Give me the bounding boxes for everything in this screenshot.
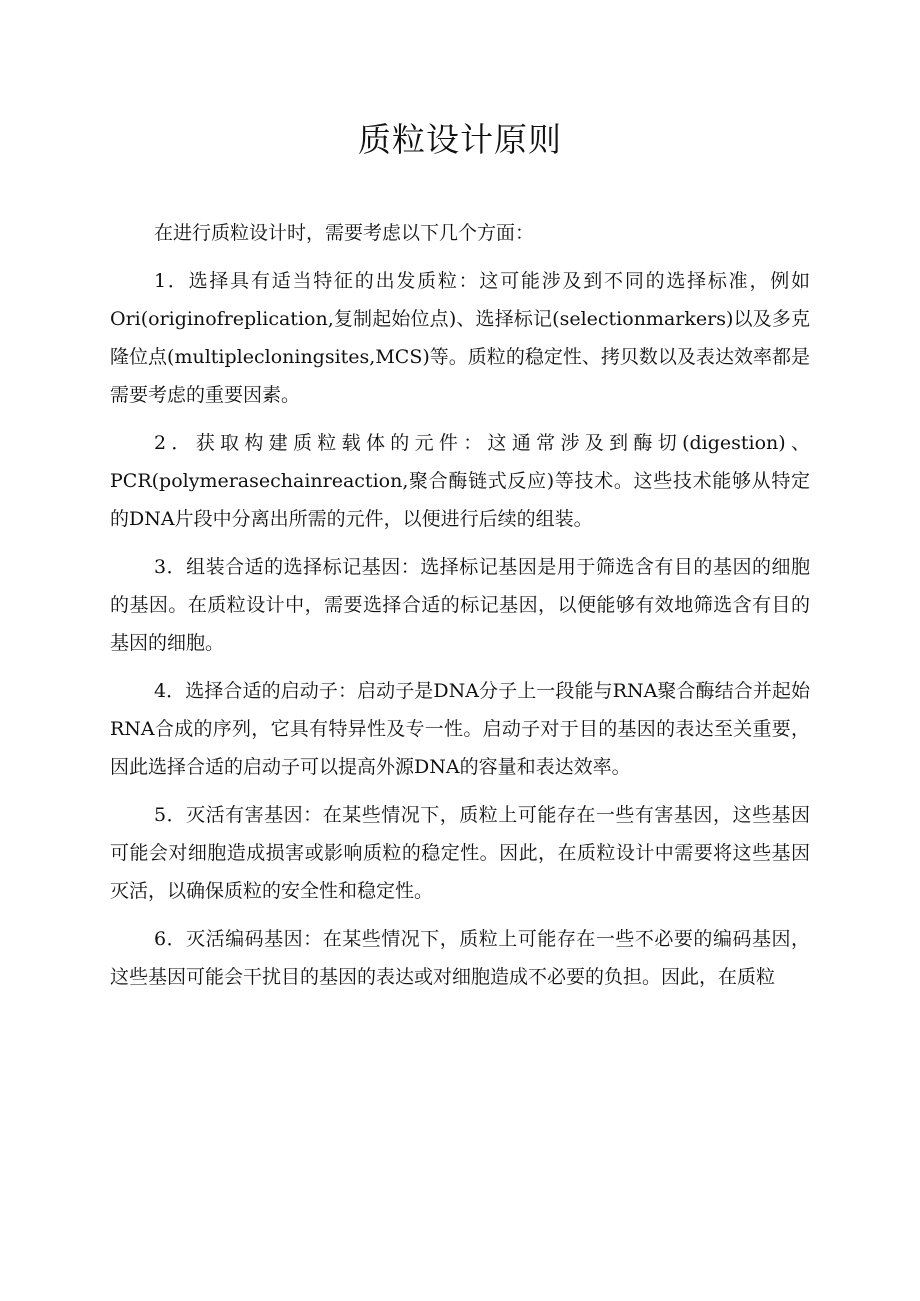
page-title: 质粒设计原则 xyxy=(358,120,562,159)
list-item: 2．获取构建质粒载体的元件：这通常涉及到酶切(digestion)、PCR(polymerasechainreaction,聚合酶链式反应)等技术。这些技术能够从特定的DNA片段中分离出所需的元件，以便进行后续的组装。 xyxy=(110,432,810,530)
document-body xyxy=(110,214,810,1006)
list-item: 5．灭活有害基因：在某些情况下，质粒上可能存在一些有害基因，这些基因可能会对细胞造成损害或影响质粒的稳定性。因此，在质粒设计中需要将这些基因灭活，以确保质粒的安全性和稳定性。 xyxy=(110,804,810,902)
list-item: 4．选择合适的启动子：启动子是DNA分子上一段能与RNA聚合酶结合并起始RNA合成的序列，它具有特异性及专一性。启动子对于目的基因的表达至关重要，因此选择合适的启动子可以提高外源DNA的容量和表达效率。 xyxy=(110,680,810,778)
list-item: 6．灭活编码基因：在某些情况下，质粒上可能存在一些不必要的编码基因，这些基因可能会干扰目的基因的表达或对细胞造成不必要的负担。因此，在质粒 xyxy=(110,928,810,988)
list-item: 3．组装合适的选择标记基因：选择标记基因是用于筛选含有目的基因的细胞的基因。在质粒设计中，需要选择合适的标记基因，以便能够有效地筛选含有目的基因的细胞。 xyxy=(110,556,810,654)
intro-paragraph: 在进行质粒设计时，需要考虑以下几个方面： xyxy=(154,222,535,244)
list-item: 1．选择具有适当特征的出发质粒：这可能涉及到不同的选择标准，例如Ori(originofreplication,复制起始位点)、选择标记(selectionmarkers)以及多克隆位点(multiplecloningsites,MCS)等。质粒的稳定性、拷贝数以及表达效率都是需要考虑的重要因素。 xyxy=(110,270,810,406)
